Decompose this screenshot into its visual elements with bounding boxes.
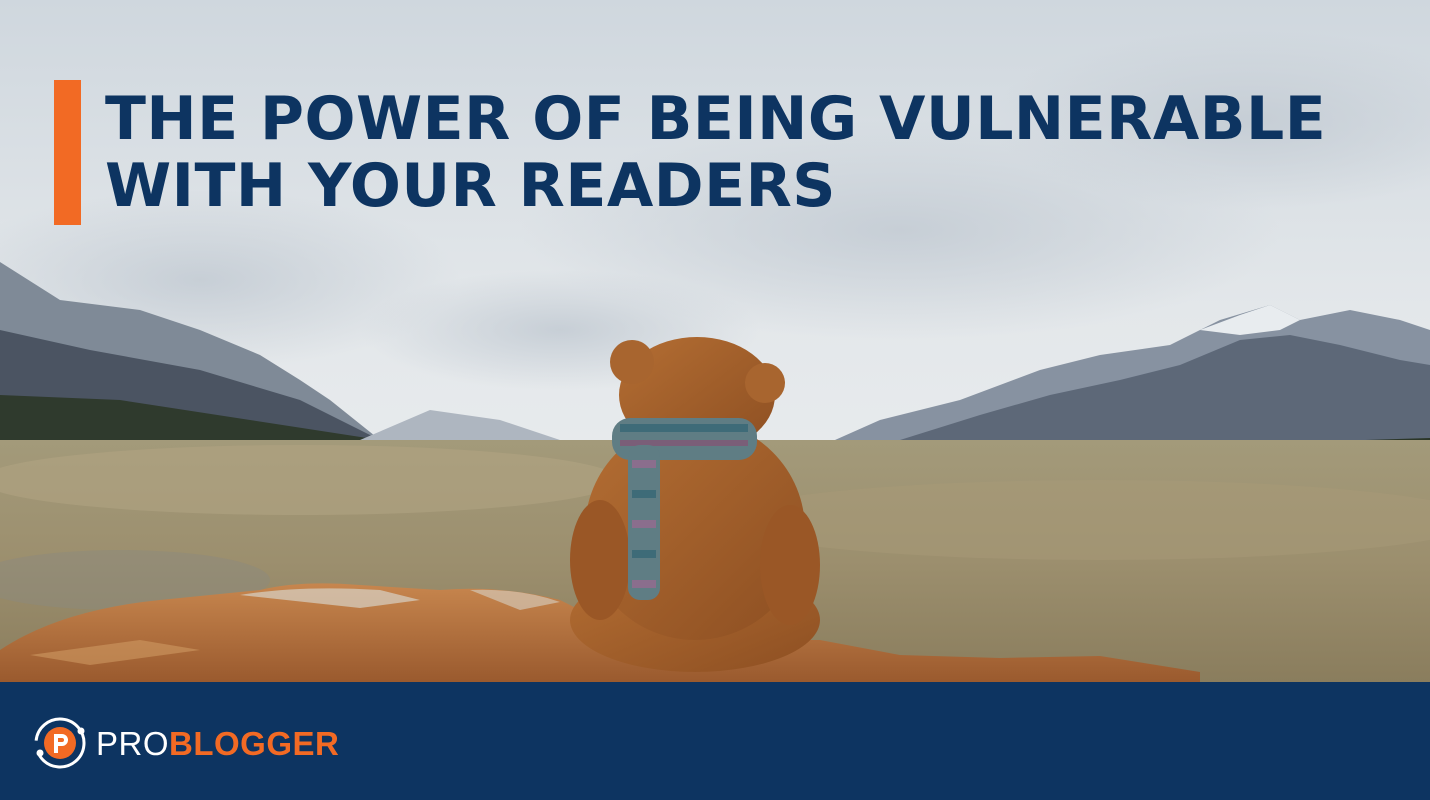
- page-title: [105, 86, 1326, 225]
- title-line-2: WITH YOUR READERS: [105, 151, 836, 221]
- headline-block: [54, 80, 1326, 225]
- title-line-1: THE POWER OF BEING VULNERABLE: [105, 84, 1327, 154]
- footer-bar: [0, 682, 1430, 800]
- logo-text-pro: PRO: [96, 724, 170, 762]
- logo-text-blogger: BLOGGER: [169, 724, 340, 762]
- problogger-p-icon: [30, 713, 90, 773]
- headline-accent-bar: [54, 80, 81, 225]
- logo-wordmark: [96, 724, 340, 762]
- problogger-logo[interactable]: [30, 715, 339, 771]
